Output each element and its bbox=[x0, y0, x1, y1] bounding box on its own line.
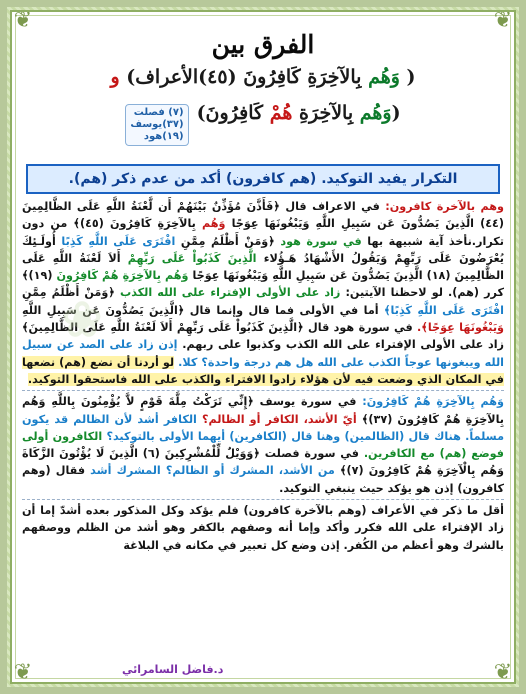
paragraph-conclusion bbox=[22, 502, 504, 554]
text: في سورة فصلت ﴿وَوَيْلٌ لِّلْمُشْرِكِينَ (٦) الَّذِينَ لَا يُؤْتُونَ الزَّكَاةَ وَهُم بِالْآخِرَةِ هُمْ كَافِرُونَ (٧)﴾ bbox=[22, 447, 505, 478]
content-panel bbox=[10, 10, 516, 684]
text: إذن زاد على الصد عن سبيل الله ويبغونها عوجاً الكذب على الله هل هم درجة واحدة؟ كلا. bbox=[22, 338, 504, 369]
text: افْتَرَى عَلَى اللَّهِ كَذِبًا bbox=[61, 234, 176, 248]
ref-fussilat: (٧) فصلت bbox=[133, 107, 184, 118]
corner-ornament-icon: ❦ bbox=[13, 10, 33, 33]
text: في سورة هود bbox=[280, 234, 362, 248]
text: في الاعراف قال ﴿فَأَذَّنَ مُؤَذِّنٌ بَيْنَهُمْ أَن لَّعْنَةُ اللَّهِ عَلَى الظَّالِمِينَ (٤٤) الَّذِينَ يَصُدُّونَ عَن سَبِيلِ اللَّهِ وَيَبْغُونَهَا عِوَجًا bbox=[22, 200, 504, 231]
verse-paren: ( bbox=[391, 102, 401, 124]
verse-text: بِالآخِرَةِ كَافِرُونَ bbox=[243, 66, 362, 88]
verse-trail: و bbox=[110, 66, 120, 88]
corner-ornament-icon: ❦ bbox=[13, 660, 33, 684]
watermark: ❀ bbox=[62, 292, 103, 348]
text: وَيَبْغُونَهَا عِوَجًا﴾. bbox=[417, 321, 504, 335]
text: في سورة يوسف ﴿إِنِّي تَرَكْتُ مِلَّةَ قَوْمٍ لاَّ يُؤْمِنُونَ بِاللَّهِ وَهُم بِالآخِرَةِ هُمْ كَافِرُونَ (٣٧)﴾ bbox=[22, 395, 504, 426]
text: فقال (وهم كافرون) إذن هو يؤكد حيث ينبغي التوكيد. bbox=[22, 464, 504, 495]
verse-number: (٤٥) bbox=[198, 66, 237, 88]
verse-paren: ( bbox=[406, 66, 416, 88]
text: أَلاَ لَعْنَةُ اللَّهِ عَلَى الظَّالِمِينَ (١٨) الَّذِينَ يَصُدُّونَ عَن سَبِيلِ اللَّهِ وَيَبْغُونَهَا عِوَجًا bbox=[22, 251, 504, 283]
verse-text: بِالآخِرَةِ bbox=[299, 102, 354, 124]
text: ﴿وَمَنْ أَظْلَمُ مِمَّنِ bbox=[180, 234, 275, 248]
section-heading: وَهُم بِالآخِرَةِ هُمْ كَافِرُونَ: bbox=[362, 395, 504, 409]
verse-line-1 bbox=[12, 66, 514, 98]
ref-yusuf: (٣٧)يوسف bbox=[130, 119, 184, 130]
article-body bbox=[12, 194, 514, 554]
text: المشرك أشد bbox=[90, 464, 161, 478]
text: زاد على الأولى الإفتراء على الله الكذب bbox=[119, 286, 341, 300]
paragraph-yusuf bbox=[22, 393, 504, 497]
verse-2-text bbox=[197, 102, 401, 124]
text: وَهُم bbox=[201, 217, 226, 231]
corner-ornament-icon: ❦ bbox=[493, 10, 513, 33]
text: بِالآخِرَةِ كَافِرُونَ (٤٥)﴾ من دون تكرار.نأخذ آية شبيهة بها bbox=[22, 217, 504, 248]
divider bbox=[22, 390, 504, 391]
verse-line-2 bbox=[12, 102, 514, 160]
verse-text: كَافِرُونَ) bbox=[196, 102, 264, 124]
corner-ornament-icon: ❦ bbox=[493, 660, 513, 684]
page-title: الفرق بين bbox=[211, 30, 315, 59]
verse-hum: هُمْ bbox=[269, 102, 293, 124]
paragraph-araf bbox=[22, 198, 504, 388]
text: (١٩)﴾ كرر (هم). لو لاحظنا الآيتين: bbox=[22, 269, 504, 300]
surah-references bbox=[125, 104, 188, 146]
text: وَهُم بِالآخِرَةِ هُمْ كَافِرُونَ bbox=[56, 269, 189, 283]
text: أُولَـئِكَ يُعْرَضُونَ عَلَى رَبِّهِمْ وَيَقُولُ الأَشْهَادُ هَـؤُلاء bbox=[22, 234, 505, 265]
section-heading: وهم بالآخرة كافرون: bbox=[385, 200, 504, 213]
text: أما في الأولى فما قال وإنما قال ﴿الَّذِينَ يَصُدُّونَ عَن سَبِيلِ اللَّهِ bbox=[22, 303, 379, 317]
divider bbox=[22, 499, 504, 500]
summary-box: التكرار يفيد التوكيد. (هم كافرون) أكد من عدم ذكر (هم). bbox=[26, 164, 500, 194]
text: لو أردنا أن نضع (هم) نضعها في المكان الذي وضعت فيه لأن هؤلاء زادوا الافتراء والكذب على الله فاستحقوا التوكيد. bbox=[22, 355, 504, 386]
text: الَّذِينَ كَذَبُواْ عَلَى رَبِّهِمْ bbox=[127, 251, 257, 265]
text: الكافر أشد لأن الظالم قد يكون مسلماً. هناك قال (الظالمين) وهنا قال (الكافرين) أيهما الأولى بالتوكيد؟ bbox=[22, 412, 504, 443]
verse-surah: الأعراف) bbox=[126, 66, 199, 88]
text: في سورة هود قال ﴿الَّذِينَ كَذَبُواْ عَلَى رَبِّهِمْ أَلاَ لَعْنَةُ اللَّهِ عَلَى الظَّالِمِينَ﴾ زاد على الأولى الإفتراء على الله الكذب وكذبوا على ربهم. bbox=[22, 321, 504, 352]
text: أيّ الأشد، الكافر أو الظالم؟ bbox=[201, 412, 357, 426]
verse-wa-hum: وَهُم bbox=[368, 66, 400, 88]
text: الكافرون أولى فوضع (هم) مع الكافرين. bbox=[22, 429, 505, 461]
verse-wa-hum: وَهُم bbox=[359, 102, 392, 124]
text: أقل ما ذكر في الأعراف (وهم بالآخرة كافرون) فلم يؤكد وكل المذكور بعده أشدّ إما أن زاد الإفتراء على الله فكرر وأكد وإما أنه وصفهم بالكفر وهو أشد من الظلم ووصفهم بالشرك وهو أعظم من الكُفر. إذن وضع كل تعبير في مكانه في البلاغة bbox=[22, 504, 504, 552]
text: من الأشد، المشرك أو الظالم؟ bbox=[165, 464, 335, 478]
ref-hud: (١٩)هود bbox=[143, 131, 184, 142]
text: ﴿وَمَنْ أَظْلَمُ مِمَّنِ bbox=[22, 286, 115, 300]
author-signature: د.فاضل السامرائي bbox=[122, 663, 224, 676]
text: افْتَرَى عَلَى اللَّهِ كَذِبًا﴾ bbox=[384, 303, 504, 317]
